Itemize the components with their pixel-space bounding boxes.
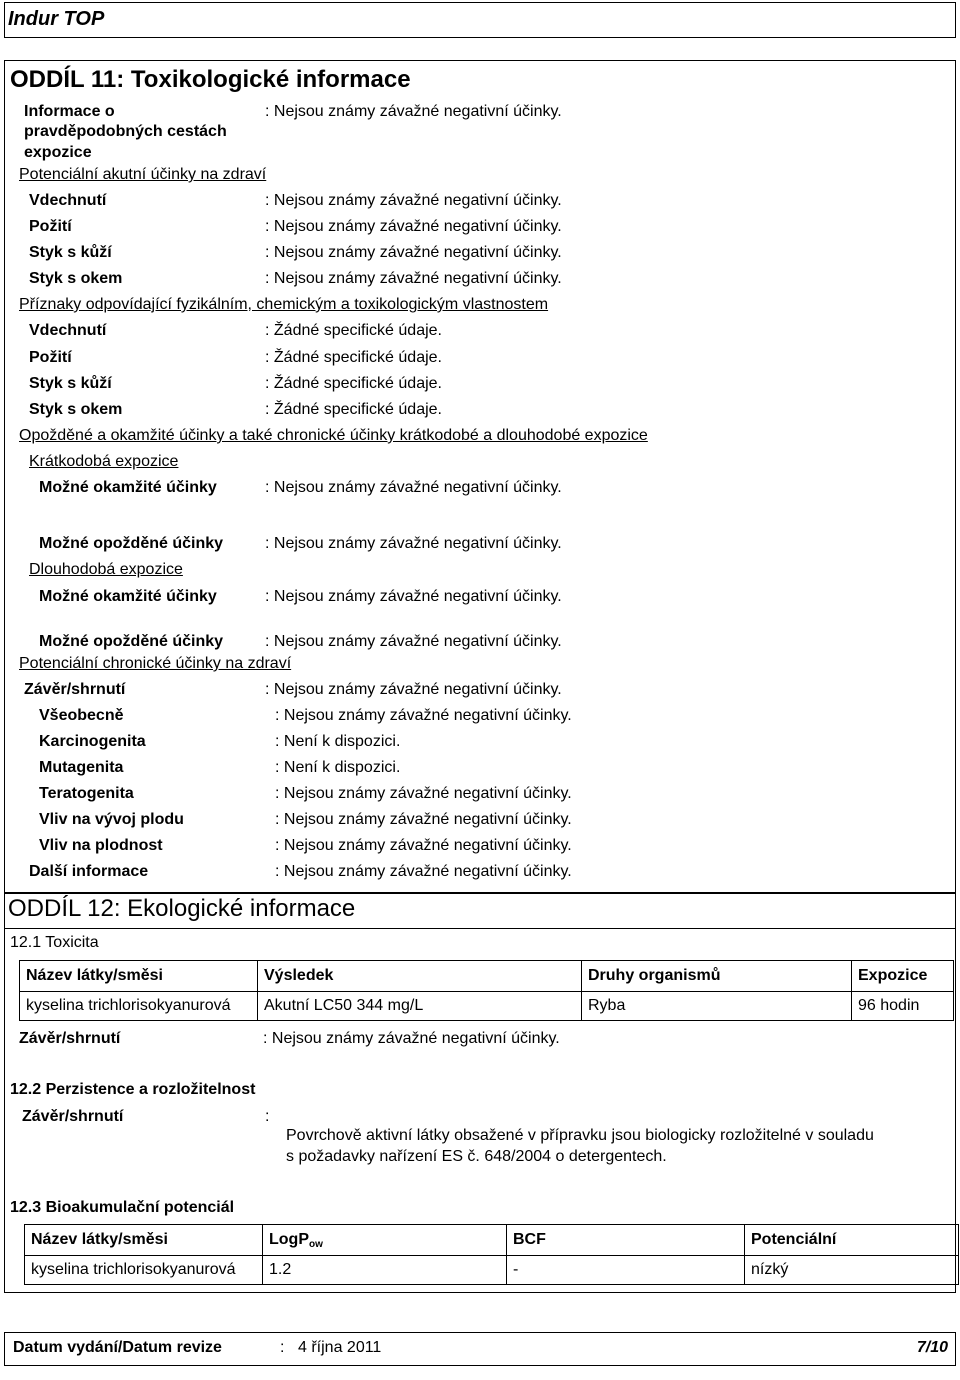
routes-label-line2: pravděpodobných cestách (24, 123, 227, 140)
chronic-label-development: Vliv na vývoj plodu (39, 811, 184, 828)
toxicity-cell-result: Akutní LC50 344 mg/L (258, 992, 582, 1021)
chronic-value-carcinogenicity: : Není k dispozici. (275, 733, 401, 750)
chronic-label-carcinogenicity: Karcinogenita (39, 733, 146, 750)
toxicity-heading: 12.1 Toxicita (10, 934, 99, 951)
toxicity-cell-substance: kyselina trichlorisokyanurová (20, 992, 258, 1021)
toxicity-col-species: Druhy organismů (582, 961, 852, 992)
other-info-label: Další informace (29, 863, 149, 880)
acute-value-inhalation: : Nejsou známy závažné negativní účinky. (265, 192, 562, 209)
long-immediate-value: : Nejsou známy závažné negativní účinky. (265, 588, 562, 605)
symptoms-label-eye: Styk s okem (29, 401, 123, 418)
routes-label-line3: expozice (24, 144, 92, 161)
long-delayed-label: Možné opožděné účinky (39, 633, 224, 650)
bio-col-bcf: BCF (507, 1225, 745, 1256)
acute-value-skin: : Nejsou známy závažné negativní účinky. (265, 244, 562, 261)
symptoms-value-ingestion: : Žádné specifické údaje. (265, 349, 442, 366)
acute-label-inhalation: Vdechnutí (29, 192, 107, 209)
header-bar (4, 2, 956, 38)
chronic-value-teratogenicity: : Nejsou známy závažné negativní účinky. (275, 785, 572, 802)
bio-cell-logp: 1.2 (263, 1256, 507, 1285)
chronic-label-fertility: Vliv na plodnost (39, 837, 163, 854)
toxicity-conclusion-label: Závěr/shrnutí (19, 1030, 121, 1047)
toxicity-col-substance: Název látky/směsi (20, 961, 258, 992)
delayed-heading: Opožděné a okamžité účinky a také chronické účinky krátkodobé a dlouhodobé expozice (19, 427, 648, 444)
short-immediate-value: : Nejsou známy závažné negativní účinky. (265, 479, 562, 496)
acute-heading: Potenciální akutní účinky na zdraví (19, 166, 267, 183)
symptoms-label-ingestion: Požití (29, 349, 72, 366)
chronic-label-teratogenicity: Teratogenita (39, 785, 134, 802)
section11-frame (4, 60, 956, 893)
chronic-label-mutagenicity: Mutagenita (39, 759, 124, 776)
acute-label-eye: Styk s okem (29, 270, 123, 287)
chronic-conclusion-label: Závěr/shrnutí (24, 681, 126, 698)
persistence-colon: : (265, 1108, 270, 1125)
routes-label-line1: Informace o (24, 103, 115, 120)
chronic-conclusion-value: : Nejsou známy závažné negativní účinky. (265, 681, 562, 698)
bioaccumulation-heading: 12.3 Bioakumulační potenciál (10, 1199, 235, 1216)
symptoms-value-skin: : Žádné specifické údaje. (265, 375, 442, 392)
short-delayed-label: Možné opožděné účinky (39, 535, 224, 552)
acute-label-ingestion: Požití (29, 218, 72, 235)
short-immediate-label: Možné okamžité účinky (39, 479, 217, 496)
persistence-text-line1: Povrchově aktivní látky obsažené v přípravku jsou biologicky rozložitelné v souladu (286, 1127, 874, 1144)
header-title: Indur TOP (8, 8, 105, 30)
persistence-label: Závěr/shrnutí (22, 1108, 124, 1125)
toxicity-cell-species: Ryba (582, 992, 852, 1021)
symptoms-heading: Příznaky odpovídající fyzikálním, chemickým a toxikologickým vlastnostem (19, 296, 549, 313)
symptoms-value-inhalation: : Žádné specifické údaje. (265, 322, 442, 339)
chronic-value-development: : Nejsou známy závažné negativní účinky. (275, 811, 572, 828)
long-term-heading: Dlouhodobá expozice (29, 561, 183, 578)
toxicity-conclusion-value: : Nejsou známy závažné negativní účinky. (263, 1030, 560, 1047)
acute-value-eye: : Nejsou známy závažné negativní účinky. (265, 270, 562, 287)
long-delayed-value: : Nejsou známy závažné negativní účinky. (265, 633, 562, 650)
section12-title: ODDÍL 12: Ekologické informace (8, 895, 356, 922)
footer-colon: : (280, 1339, 285, 1356)
chronic-heading: Potenciální chronické účinky na zdraví (19, 655, 292, 672)
bio-cell-potential: nízký (745, 1256, 959, 1285)
toxicity-col-result: Výsledek (258, 961, 582, 992)
persistence-heading: 12.2 Perzistence a rozložitelnost (10, 1081, 256, 1098)
chronic-value-general: : Nejsou známy závažné negativní účinky. (275, 707, 572, 724)
toxicity-cell-exposure: 96 hodin (852, 992, 954, 1021)
section12-frame (4, 929, 956, 1293)
section11-title: ODDÍL 11: Toxikologické informace (10, 66, 411, 93)
footer-page-number: 7/10 (916, 1339, 948, 1356)
acute-value-ingestion: : Nejsou známy závažné negativní účinky. (265, 218, 562, 235)
persistence-text-line2: s požadavky nařízení ES č. 648/2004 o detergentech. (286, 1148, 667, 1165)
footer-date: 4 října 2011 (298, 1339, 382, 1356)
chronic-value-mutagenicity: : Není k dispozici. (275, 759, 401, 776)
other-info-value: : Nejsou známy závažné negativní účinky. (275, 863, 572, 880)
bio-col-substance: Název látky/směsi (25, 1225, 263, 1256)
footer-label: Datum vydání/Datum revize (13, 1339, 222, 1356)
chronic-label-general: Všeobecně (39, 707, 124, 724)
toxicity-col-exposure: Expozice (852, 961, 954, 992)
acute-label-skin: Styk s kůží (29, 244, 112, 261)
routes-value: : Nejsou známy závažné negativní účinky. (265, 103, 562, 120)
chronic-value-fertility: : Nejsou známy závažné negativní účinky. (275, 837, 572, 854)
long-immediate-label: Možné okamžité účinky (39, 588, 217, 605)
bio-col-logp-subscript: ow (309, 1238, 323, 1250)
symptoms-label-inhalation: Vdechnutí (29, 322, 107, 339)
bio-col-potential: Potenciální (745, 1225, 959, 1256)
short-delayed-value: : Nejsou známy závažné negativní účinky. (265, 535, 562, 552)
symptoms-label-skin: Styk s kůží (29, 375, 112, 392)
bio-cell-bcf: - (507, 1256, 745, 1285)
bio-cell-substance: kyselina trichlorisokyanurová (25, 1256, 263, 1285)
symptoms-value-eye: : Žádné specifické údaje. (265, 401, 442, 418)
bio-col-logp-text: LogP (269, 1230, 309, 1248)
short-term-heading: Krátkodobá expozice (29, 453, 179, 470)
